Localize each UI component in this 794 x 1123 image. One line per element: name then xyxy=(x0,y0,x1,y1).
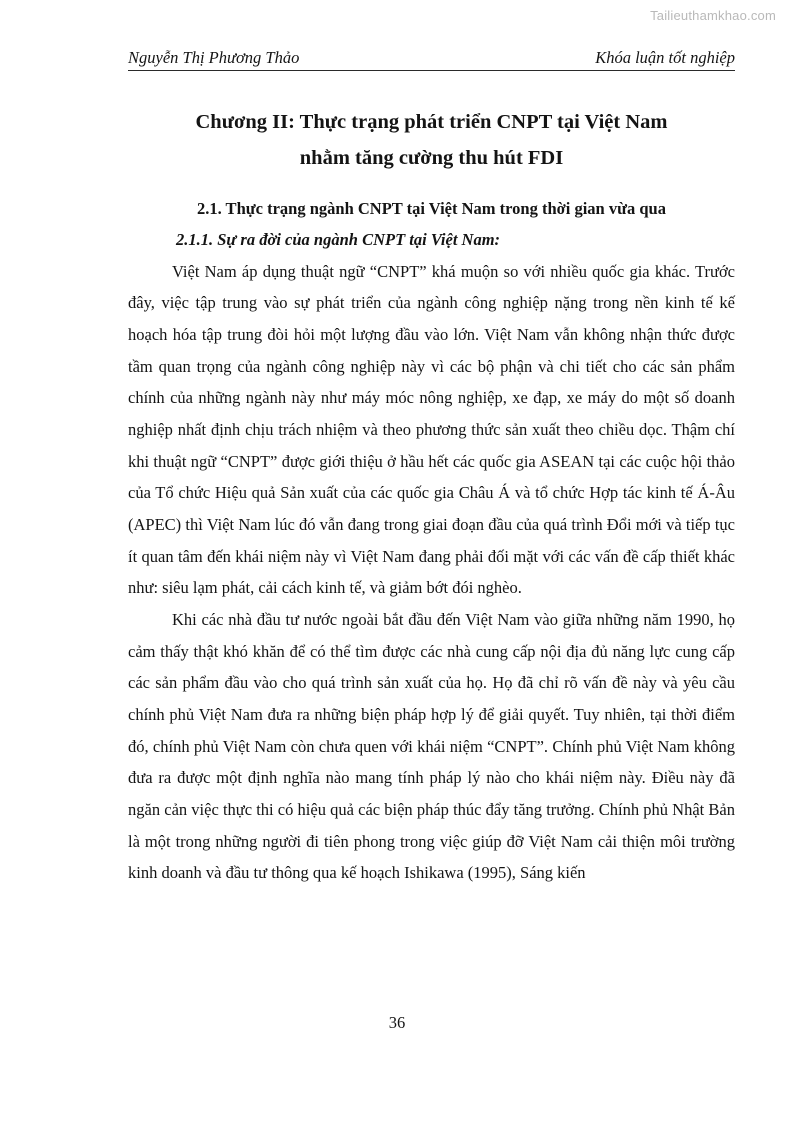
chapter-title-line-2: nhằm tăng cường thu hút FDI xyxy=(299,147,564,170)
chapter-title xyxy=(128,104,735,177)
watermark-text: Tailieuthamkhao.com xyxy=(650,8,776,23)
header-author: Nguyễn Thị Phương Thảo xyxy=(128,48,300,67)
running-header xyxy=(128,48,735,71)
section-heading-2-1-1: 2.1.1. Sự ra đời của ngành CNPT tại Việt Nam: xyxy=(176,230,501,250)
body-paragraph-2: Khi các nhà đầu tư nước ngoài bắt đầu đến Việt Nam vào giữa những năm 1990, họ cảm thấy thật khó khăn để có thể tìm được các nhà cung cấp nội địa đủ năng lực cung cấp các sản phẩm đầu vào cho quá trình sản xuất của họ. Họ đã chỉ rõ vấn đề này và yêu cầu chính phủ Việt Nam đưa ra những biện pháp hợp lý để giải quyết. Tuy nhiên, tại thời điểm đó, chính phủ Việt Nam còn chưa quen với khái niệm “CNPT”. Chính phủ Việt Nam không đưa ra được một định nghĩa nào mang tính pháp lý nào cho khái niệm này. Điều này đã ngăn cản việc thực thi có hiệu quả các biện pháp thúc đẩy tăng trưởng. Chính phủ Nhật Bản là một trong những người đi tiên phong trong việc giúp đỡ Việt Nam cải thiện môi trường kinh doanh và đầu tư thông qua kế hoạch Ishikawa (1995), Sáng kiến xyxy=(128,610,735,883)
document-content xyxy=(128,104,735,889)
section-heading-2-1: 2.1. Thực trạng ngành CNPT tại Việt Nam trong thời gian vừa qua xyxy=(196,198,666,218)
page-number: 36 xyxy=(388,1013,406,1032)
body-paragraph-1: Việt Nam áp dụng thuật ngữ “CNPT” khá muộn so với nhiều quốc gia khác. Trước đây, việc tập trung vào sự phát triển của ngành công nghiệp nặng trong nền kinh tế kế hoạch hóa tập trung đòi hỏi một lượng đầu vào lớn. Việt Nam vẫn không nhận thức được tầm quan trọng của ngành công nghiệp này vì các bộ phận và chi tiết cho các sản phẩm chính của những ngành này như máy móc nông nghiệp, xe đạp, xe máy do một số doanh nghiệp nhất định chịu trách nhiệm và theo phương thức sản xuất theo chiều dọc. Thậm chí khi thuật ngữ “CNPT” được giới thiệu ở hầu hết các quốc gia ASEAN tại các cuộc hội thảo của Tổ chức Hiệu quả Sản xuất của các quốc gia Châu Á và tổ chức Hợp tác kinh tế Á-Âu (APEC) thì Việt Nam lúc đó vẫn đang trong giai đoạn đầu của quá trình Đổi mới và tiếp tục ít quan tâm đến khái niệm này vì Việt Nam đang phải đối mặt với các vấn đề cấp thiết khác như: siêu lạm phát, cải cách kinh tế, và giảm bớt đói nghèo. xyxy=(128,261,735,598)
header-document-type: Khóa luận tốt nghiệp xyxy=(595,48,735,67)
chapter-title-line-1: Chương II: Thực trạng phát triển CNPT tại Việt Nam xyxy=(195,111,668,133)
